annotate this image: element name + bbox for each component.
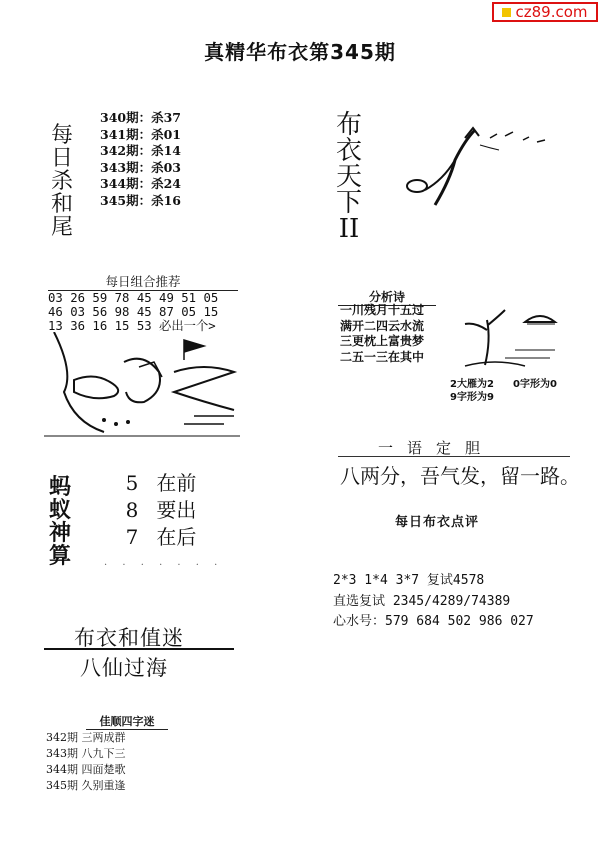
four-char-list (46, 730, 126, 794)
ant-god-row (114, 524, 196, 551)
ant-god-text: 要出 (156, 498, 197, 522)
combo-line: 2*3 1*4 3*7 复试4578 (333, 573, 485, 588)
buyi-title-text: 布衣天下 (335, 110, 362, 218)
kill-tail-item: 343期：杀03 (100, 159, 181, 175)
analysis-heading: 分析诗 (338, 288, 436, 306)
four-char-item: 343期 八九下三 (46, 747, 126, 760)
kill-tail-label: 每日杀和尾 (50, 123, 73, 240)
watermark-square-icon (502, 8, 511, 17)
kill-tail-item: 341期：杀01 (100, 126, 181, 142)
decorative-dots: · · · · · · · (104, 560, 224, 571)
slogan-text: 八两分，吾气发，留一路。 (340, 464, 580, 488)
page-title: 真精华布衣第345期 (204, 40, 396, 64)
ant-god-number: 7 (125, 525, 139, 549)
four-char-heading: 佳顺四字迷 (86, 713, 168, 730)
ant-god-text: 在前 (156, 471, 197, 495)
puzzle-title: 布衣和值迷 (74, 626, 184, 650)
analysis-note: 2大雁为2 (450, 379, 494, 390)
ant-god-table (114, 470, 196, 551)
kite-figure-illustration (395, 120, 555, 210)
combo-lines (333, 571, 534, 633)
ant-god-text: 在后 (156, 525, 197, 549)
ant-god-label: 蚂蚁神算 (48, 474, 71, 569)
landscape-illustration (44, 332, 240, 440)
kill-tail-item: 345期：杀16 (100, 192, 181, 208)
four-char-item: 342期 三两成群 (46, 731, 126, 744)
kill-tail-item: 340期：杀37 (100, 110, 181, 125)
kill-tail-item: 344期：杀24 (100, 176, 181, 191)
ant-god-number: 8 (125, 498, 139, 522)
ant-god-row (114, 470, 196, 497)
ant-god-number: 5 (125, 471, 139, 495)
combo-line: 心水号：579 684 502 986 027 (333, 614, 534, 629)
site-watermark (492, 2, 598, 22)
combo-row: 13 36 16 15 53 必出一个> (48, 319, 216, 333)
watermark-text: cz89.com (515, 3, 588, 21)
kill-tail-item: 342期：杀14 (100, 143, 181, 158)
buyi-numeral: II (338, 214, 360, 244)
kill-tail-list (100, 110, 181, 209)
puzzle-divider (44, 648, 234, 650)
analysis-poem (340, 303, 424, 365)
tree-moon-illustration (455, 300, 575, 370)
analysis-note: 9字形为9 (450, 392, 494, 403)
slogan-heading: 一语定胆 (378, 439, 495, 457)
combo-row: 03 26 59 78 45 49 51 05 (48, 291, 219, 305)
poem-line: 满开二四云水流 (340, 318, 425, 333)
analysis-note: 0字形为0 (513, 379, 557, 390)
combo-line: 直选复试 2345/4289/74389 (333, 593, 511, 609)
combo-row: 46 03 56 98 45 87 05 15 (48, 305, 219, 319)
poem-line: 一川残月十五过 (340, 303, 425, 317)
poem-line: 三更枕上富贵梦 (340, 334, 425, 348)
slogan-divider (338, 456, 570, 457)
buyi-title (334, 112, 364, 242)
daily-review-heading: 每日布衣点评 (395, 515, 480, 530)
combo-heading: 每日组合推荐 (48, 272, 238, 291)
puzzle-answer: 八仙过海 (80, 656, 168, 680)
combo-recommend-box (48, 272, 238, 333)
four-char-item: 345期 久别重逢 (46, 779, 126, 792)
ant-god-row (114, 497, 196, 524)
poem-line: 二五一三在其中 (340, 349, 425, 364)
four-char-item: 344期 四面楚歌 (46, 763, 126, 776)
